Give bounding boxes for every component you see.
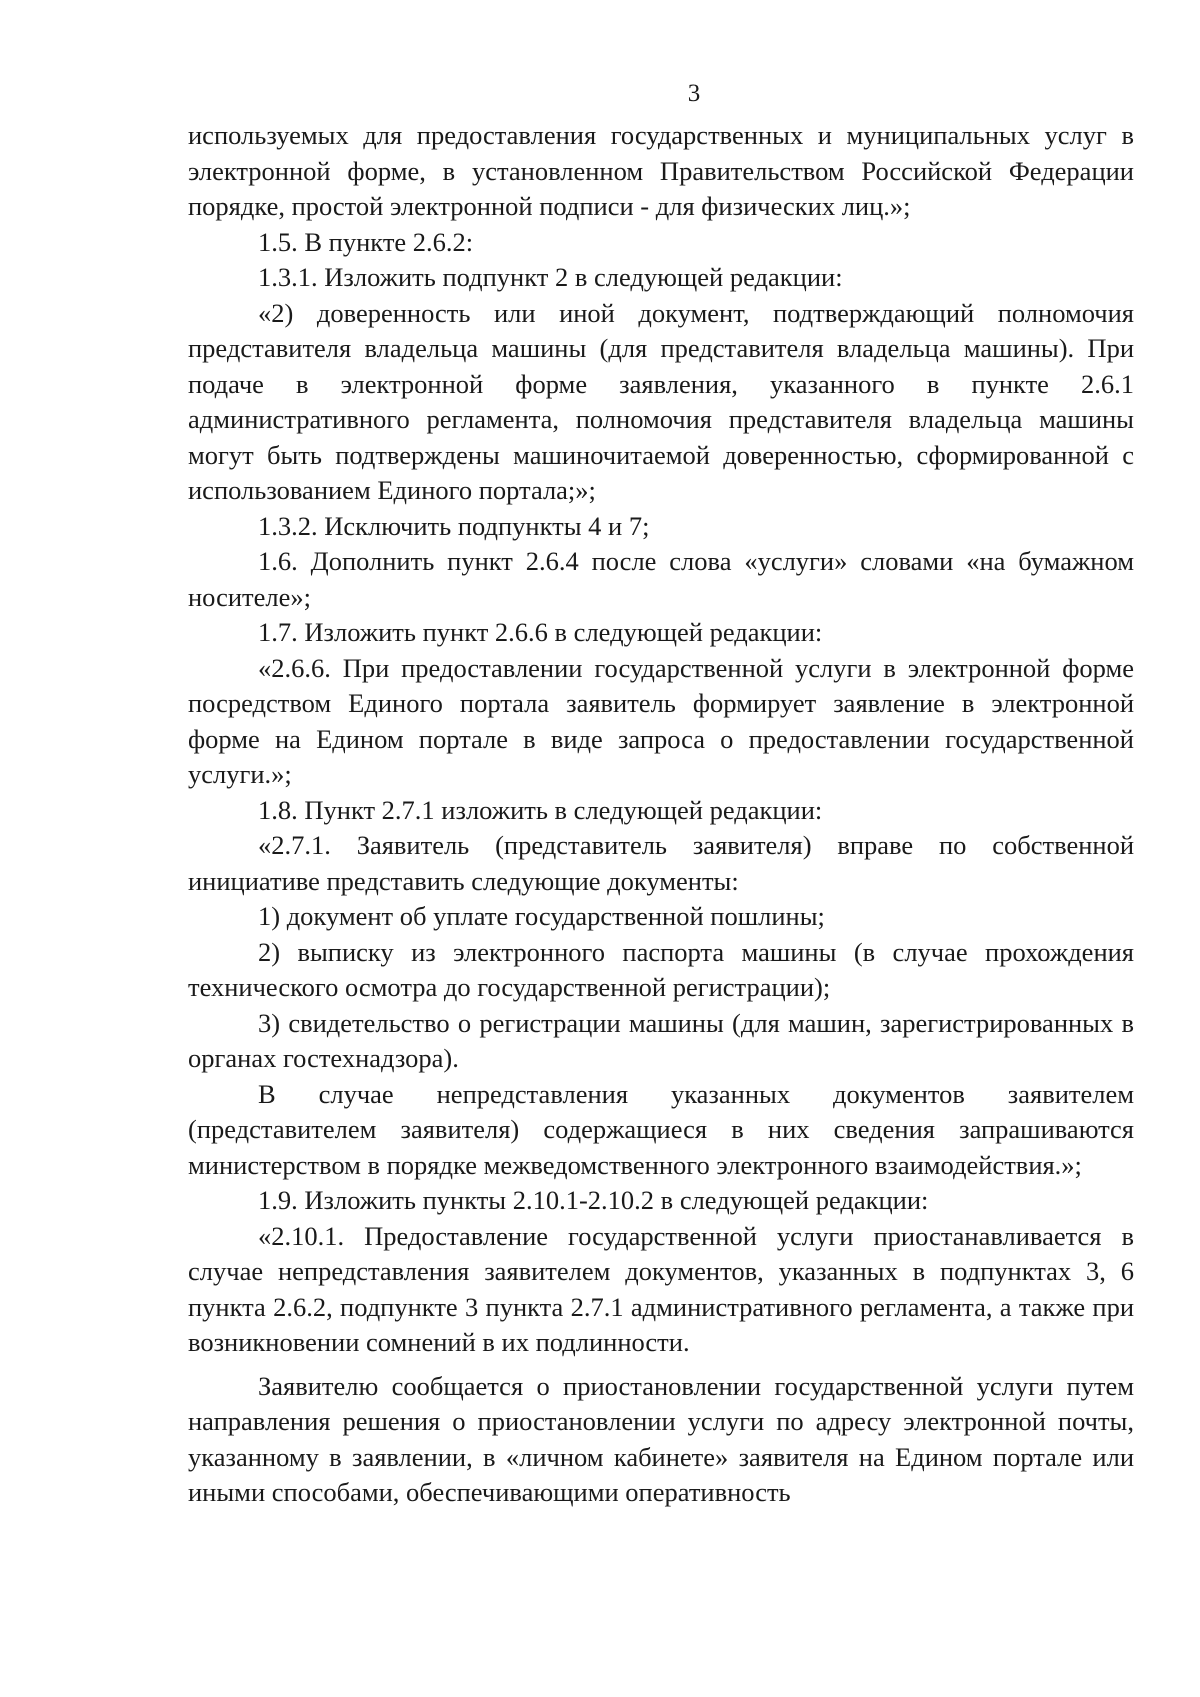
paragraph: 1) документ об уплате государственной пошлины;: [258, 901, 825, 931]
paragraph: 1.5. В пункте 2.6.2:: [258, 226, 474, 257]
paragraph-gap: [188, 1361, 1134, 1369]
paragraph: В случае непредставления указанных документов заявителем (представителем заявителя) содержащиеся в них сведения запрашиваются министерством в порядке межведомственного электронного взаимодействия.»;: [188, 1078, 1134, 1180]
paragraph: «2.7.1. Заявитель (представитель заявителя) вправе по собственной инициативе представить следующие документы:: [188, 830, 1134, 896]
paragraph: используемых для предоставления государственных и муниципальных услуг в электронной форме, в установленном Правительством Российской Федерации порядке, простой электронной подписи - для физических лиц.»;: [188, 120, 1134, 221]
paragraph: 3) свидетельство о регистрации машины (для машин, зарегистрированных в органах гостехнадзора).: [188, 1007, 1134, 1073]
paragraph: 1.7. Изложить пункт 2.6.6 в следующей редакции:: [258, 617, 823, 647]
paragraph: 2) выписку из электронного паспорта машины (в случае прохождения технического осмотра до государственной регистрации);: [188, 936, 1134, 1002]
page-number: 3: [687, 80, 701, 107]
paragraph: 1.9. Изложить пункты 2.10.1-2.10.2 в следующей редакции:: [258, 1185, 929, 1215]
paragraph: Заявителю сообщается о приостановлении государственной услуги путем направления решения о приостановлении услуги по адресу электронной почты, указанному в заявлении, в «личном кабинете» заявителя на Едином портале или иными способами, обеспечивающими оперативность: [188, 1370, 1134, 1507]
paragraph: 1.3.1. Изложить подпункт 2 в следующей редакции:: [258, 262, 843, 292]
paragraph: 1.6. Дополнить пункт 2.6.4 после слова «услуги» словами «на бумажном носителе»;: [188, 546, 1134, 612]
paragraph: «2) доверенность или иной документ, подтверждающий полномочия представителя владельца машины (для представителя владельца машины). При подаче в электронной форме заявления, указанного в пункте 2.6.1 административного регламента, полномочия представителя владельца машины могут быть подтверждены машиночитаемой доверенностью, сформированной с использованием Единого портала;»;: [188, 297, 1134, 505]
paragraph: 1.8. Пункт 2.7.1 изложить в следующей редакции:: [258, 794, 823, 825]
paragraph: «2.6.6. При предоставлении государственной услуги в электронной форме посредством Единого портала заявитель формирует заявление в электронной форме на Едином портале в виде запроса о предоставлении государственной услуги.»;: [188, 652, 1134, 789]
document-body: [188, 118, 1134, 1511]
paragraph: «2.10.1. Предоставление государственной услуги приостанавливается в случае непредставления заявителем документов, указанных в подпунктах 3, 6 пункта 2.6.2, подпункте 3 пункта 2.7.1 административного регламента, а также при возникновении сомнений в их подлинности.: [188, 1220, 1134, 1357]
paragraph: 1.3.2. Исключить подпункты 4 и 7;: [258, 510, 650, 541]
